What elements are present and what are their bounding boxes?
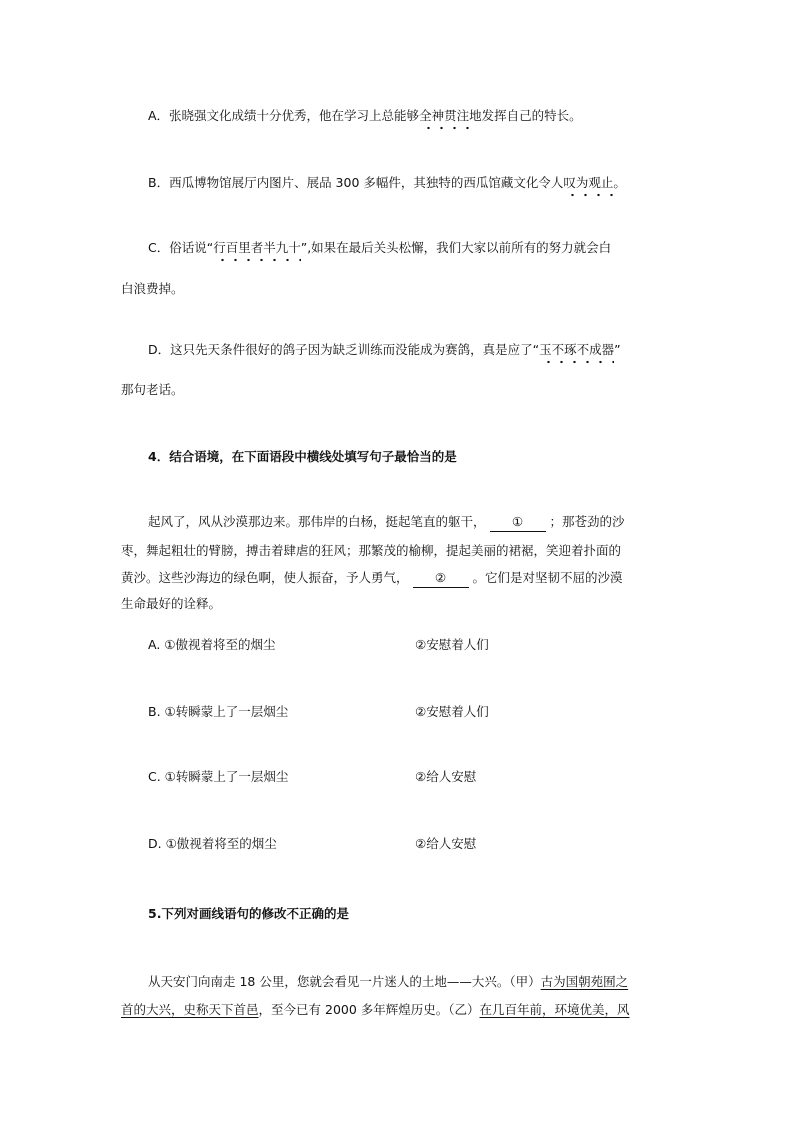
q5-passage-line-1: 从天安门向南走 18 公里，您就会看见一片迷人的土地——大兴。（甲）古为国朝苑囿之 xyxy=(148,974,629,989)
underlined-sentence-jia: 古为国朝苑囿之 xyxy=(540,974,629,989)
emphasis-text: 行百里者半九十 xyxy=(213,240,301,255)
q4-passage-line-4: 生命最好的诠释。 xyxy=(121,596,222,611)
q5-passage-line-2: 首的大兴，史称天下首邑，至今已有 2000 多年辉煌历史。（乙）在几百年前，环境优美，风 xyxy=(121,1002,630,1017)
q3-option-b: B．西瓜博物馆展厅内图片、展品 300 多幅件，其独特的西瓜馆藏文化令人叹为观止。 xyxy=(148,175,626,190)
q3-option-c-continued: 白浪费掉。 xyxy=(121,281,184,296)
blank-2: ② xyxy=(413,569,469,588)
underlined-sentence-jia-cont: 首的大兴，史称天下首邑 xyxy=(121,1002,259,1017)
q4-passage-line-1: 起风了，风从沙漠那边来。那伟岸的白杨，挺起笔直的躯干， ① ；那苍劲的沙 xyxy=(148,513,625,532)
q4-title: 4．结合语境，在下面语段中横线处填写句子最恰当的是 xyxy=(148,449,457,464)
q4-passage-line-3: 黄沙。这些沙海边的绿色啊，使人振奋，予人勇气， ② 。它们是对坚韧不屈的沙漠 xyxy=(121,569,623,588)
q3-option-a: A．张晓强文化成绩十分优秀，他在学习上总能够全神贯注地发挥自己的特长。 xyxy=(148,108,582,123)
q4-passage-line-2: 枣，舞起粗壮的臂膀，搏击着肆虐的狂风；那繁茂的榆柳，提起美丽的裙裾，笑迎着扑面的 xyxy=(121,543,622,558)
emphasis-text: 叹为观止 xyxy=(563,175,614,190)
q3-option-d-continued: 那句老话。 xyxy=(121,382,184,397)
q3-option-d: D．这只先天条件很好的鸽子因为缺乏训练而没能成为赛鸽，真是应了“玉不琢不成器” xyxy=(148,342,621,357)
emphasis-text: 玉不琢不成器 xyxy=(539,342,615,357)
q3-option-c: C．俗话说“行百里者半九十”,如果在最后关头松懈，我们大家以前所有的努力就会白 xyxy=(148,240,612,255)
underlined-sentence-yi: 在几百年前，环境优美，风 xyxy=(479,1002,630,1017)
q5-title: 5.下列对画线语句的修改不正确的是 xyxy=(148,906,349,921)
emphasis-text: 全神贯注 xyxy=(419,108,470,123)
blank-1: ① xyxy=(490,513,546,532)
